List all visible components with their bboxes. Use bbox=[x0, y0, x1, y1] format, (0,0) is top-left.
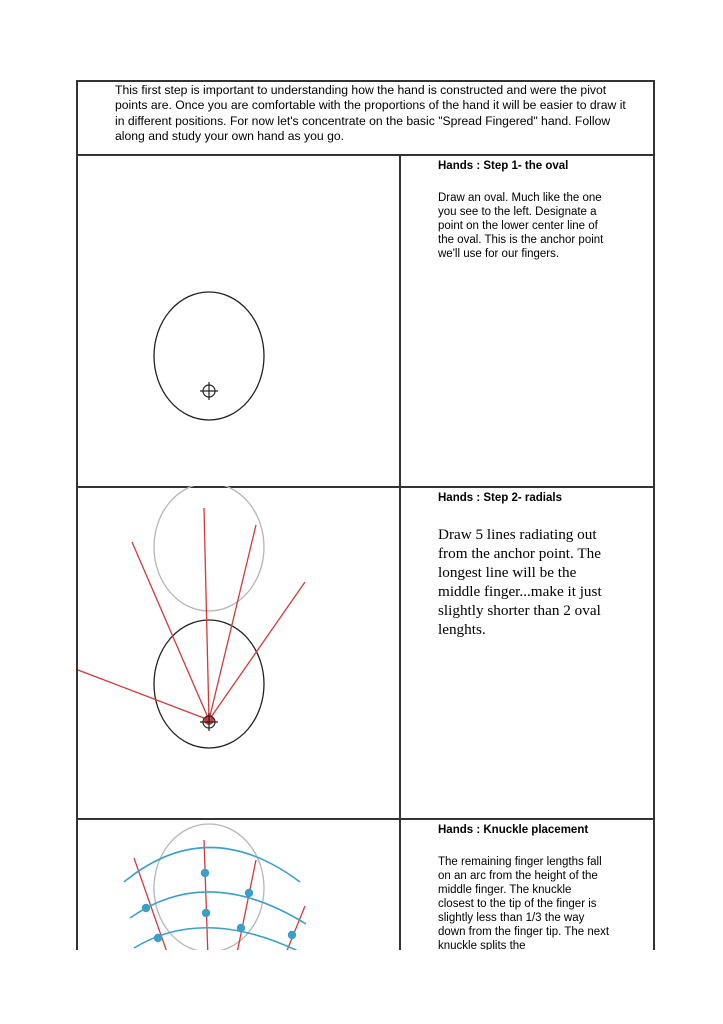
anchor-point-icon bbox=[200, 713, 218, 731]
arc-1 bbox=[124, 848, 300, 883]
radials-drawing bbox=[78, 486, 401, 818]
step-title: Hands : Knuckle placement bbox=[438, 824, 589, 836]
step-1-text bbox=[438, 154, 648, 261]
oval-drawing bbox=[78, 154, 401, 486]
step-1-illustration bbox=[78, 154, 401, 486]
knuckle-drawing bbox=[78, 818, 401, 950]
step-row-1 bbox=[78, 154, 653, 488]
step-body: The remaining finger lengths fall on an arc from the height of the middle finger. The knuckle closest to the tip of the finger is slightly less than 1/3 the way down from the finger tip. The next knuckle splits the bbox=[438, 856, 610, 950]
radial-lines bbox=[134, 840, 305, 950]
tutorial-table bbox=[76, 80, 655, 950]
ghost-oval bbox=[154, 486, 264, 611]
step-2-text bbox=[438, 486, 648, 639]
ghost-oval bbox=[154, 824, 264, 950]
step-title: Hands : Step 1- the oval bbox=[438, 160, 569, 172]
hand-oval bbox=[154, 292, 264, 420]
intro-text: This first step is important to understanding how the hand is constructed and were the pivot points are. Once you are comfortable with the proportions of the hand it will be easier to draw it in different positions. For now let's concentrate on the basic "Spread Fingered" hand. Follow along and study your own hand as you go. bbox=[115, 83, 626, 143]
radial-thumb bbox=[78, 670, 209, 720]
radial-pinky bbox=[209, 582, 305, 720]
radial-lines bbox=[78, 508, 305, 720]
step-row-2 bbox=[78, 486, 653, 820]
intro-cell bbox=[78, 82, 653, 156]
knuckle-arcs bbox=[124, 848, 312, 951]
step-3-illustration bbox=[78, 818, 401, 950]
step-2-illustration bbox=[78, 486, 401, 818]
step-body: Draw 5 lines radiating out from the anchor point. The longest line will be the middle finger...make it just slightly shorter than 2 oval lenghts. bbox=[438, 526, 602, 638]
radial-ring bbox=[209, 525, 256, 720]
step-title: Hands : Step 2- radials bbox=[438, 492, 562, 504]
anchor-point-icon bbox=[200, 382, 218, 400]
radial-middle bbox=[204, 508, 209, 720]
step-3-text bbox=[438, 818, 648, 950]
step-body: Draw an oval. Much like the one you see to the left. Designate a point on the lower center line of the oval. This is the anchor point we'll use for our fingers. bbox=[438, 192, 604, 260]
step-row-3 bbox=[78, 818, 653, 950]
radial-index bbox=[132, 542, 209, 720]
knuckle-dots bbox=[142, 869, 296, 942]
